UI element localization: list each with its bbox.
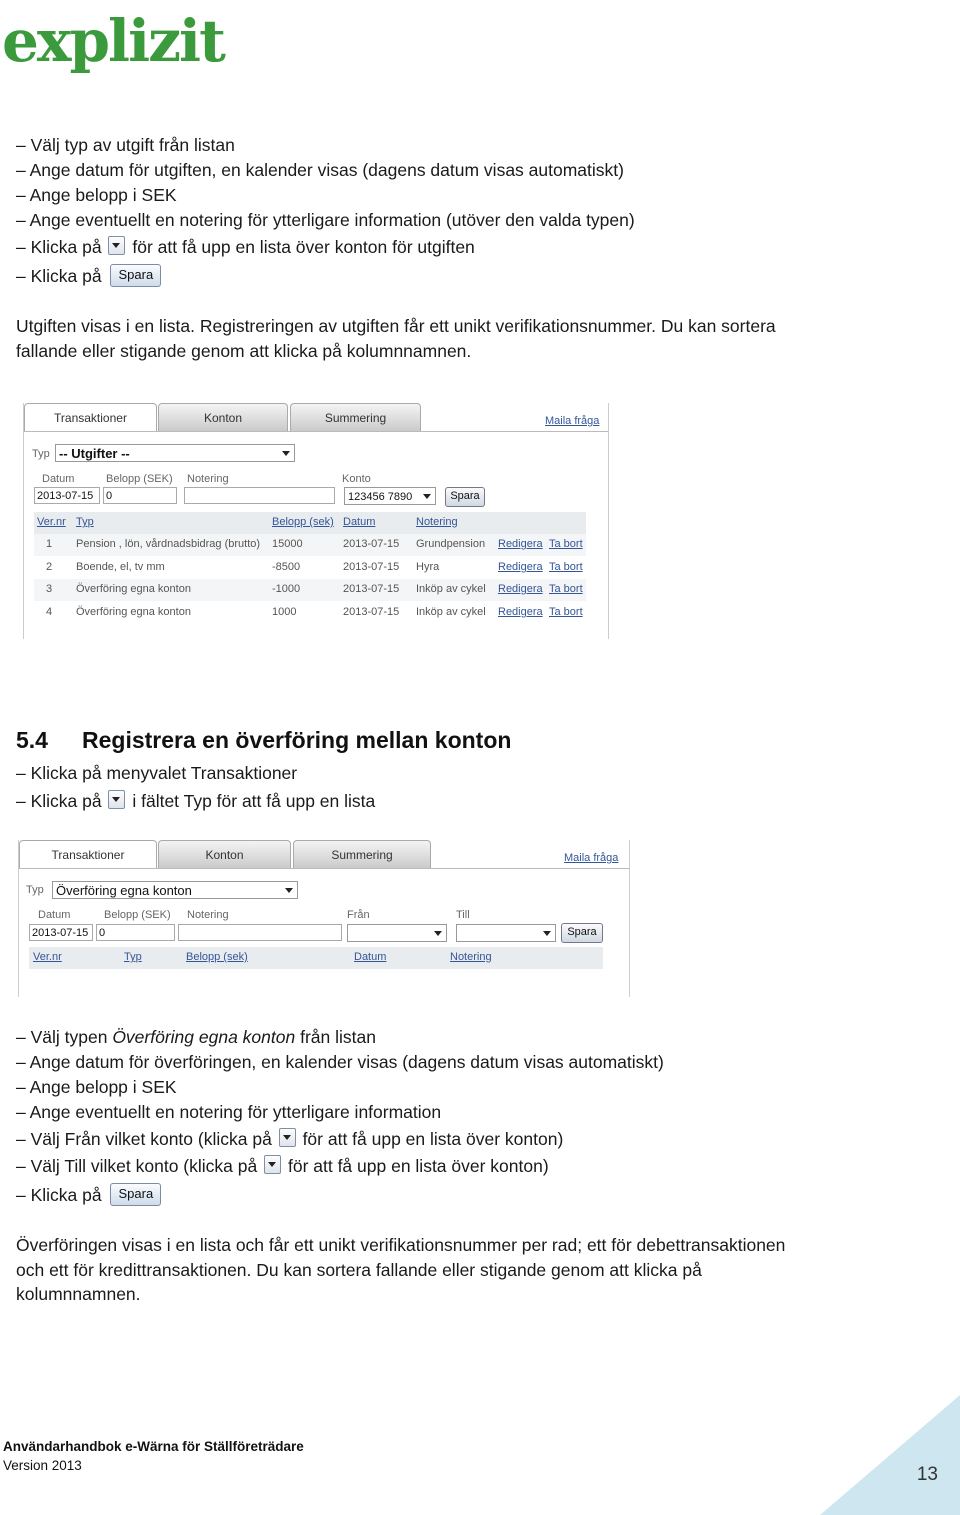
- typ-select: [52, 881, 298, 899]
- cell-notering: Grundpension: [416, 538, 486, 550]
- tab-transaktioner: Transaktioner: [19, 840, 157, 869]
- redigera-link: Redigera: [498, 583, 543, 595]
- step-line: – Ange datum för överföringen, en kalender visas (dagens datum visas automatiskt): [16, 1052, 664, 1072]
- belopp-label: Belopp (SEK): [104, 909, 171, 921]
- step-line: – Klicka på menyvalet Transaktioner: [16, 763, 298, 783]
- step-line: – Ange belopp i SEK: [16, 1077, 177, 1097]
- fran-select: [347, 924, 447, 942]
- paragraph: Utgiften visas i en lista. Registreringen av utgiften får ett unikt verifikationsnummer. Du kan sortera fallande eller stigande genom att klicka på kolumnnamnen.: [16, 316, 776, 361]
- table-row: [34, 579, 586, 601]
- step-text: – Klicka på: [16, 1185, 102, 1205]
- col-belopp: Belopp (sek): [186, 951, 248, 963]
- step-line: [16, 264, 161, 287]
- dropdown-arrow-icon: [264, 1155, 281, 1174]
- fran-label: Från: [347, 909, 370, 921]
- footer-title: Användarhandbok e-Wärna för Ställföreträdare: [3, 1439, 304, 1454]
- cell-typ: Överföring egna konton: [76, 606, 191, 618]
- redigera-link: Redigera: [498, 538, 543, 550]
- transfer-screenshot: [18, 840, 630, 997]
- step-line: – Ange eventuellt en notering för ytterligare information: [16, 1102, 442, 1122]
- belopp-field: 0: [103, 487, 177, 504]
- cell-datum: 2013-07-15: [343, 583, 400, 595]
- table-header: [34, 512, 586, 534]
- till-label: Till: [456, 909, 470, 921]
- chevron-down-icon: [285, 888, 293, 893]
- step-text: – Välj Till vilket konto (klicka på: [16, 1156, 258, 1176]
- table-row: [34, 534, 586, 556]
- col-datum: Datum: [354, 951, 387, 963]
- spara-button-image: Spara: [110, 264, 161, 287]
- tab-konton: Konton: [158, 840, 291, 869]
- tab-divider: [24, 431, 608, 432]
- chevron-down-icon: [543, 931, 551, 936]
- konto-value: 123456 7890: [348, 491, 413, 503]
- paragraph: Överföringen visas i en lista och får ett unikt verifikationsnummer per rad; ett för debettransaktionen och ett för kredittransaktionen. Du kan sortera fallande eller stigande genom att klicka på kolumnnamnen.: [16, 1235, 786, 1304]
- cell-vernr: 3: [46, 583, 53, 595]
- typ-value: Överföring egna konton: [56, 883, 192, 898]
- step-text: – Klicka på: [16, 791, 102, 811]
- notering-field: [184, 487, 335, 504]
- col-vernr: Ver.nr: [33, 951, 62, 963]
- cell-vernr: 1: [46, 538, 53, 550]
- step-text: – Välj typen: [16, 1027, 113, 1047]
- col-notering: Notering: [416, 516, 458, 528]
- tab-summering: Summering: [290, 403, 421, 432]
- page-number: 13: [916, 1464, 938, 1485]
- step-line: [16, 1155, 549, 1177]
- tab-summering: Summering: [293, 840, 431, 869]
- typ-value: -- Utgifter --: [59, 446, 130, 461]
- col-notering: Notering: [450, 951, 492, 963]
- cell-datum: 2013-07-15: [343, 538, 400, 550]
- step-line: [16, 1026, 376, 1048]
- expense-screenshot: [23, 403, 609, 639]
- cell-notering: Inköp av cykel: [416, 606, 486, 618]
- ta-bort-link: Ta bort: [549, 538, 583, 550]
- redigera-link: Redigera: [498, 561, 543, 573]
- cell-notering: Hyra: [416, 561, 440, 573]
- dropdown-arrow-icon: [108, 790, 125, 809]
- step-text: – Välj Från vilket konto (klicka på: [16, 1129, 272, 1149]
- ta-bort-link: Ta bort: [549, 606, 583, 618]
- footer-version: Version 2013: [3, 1458, 82, 1473]
- spara-button-image: Spara: [110, 1183, 161, 1206]
- notering-label: Notering: [187, 909, 229, 921]
- step-line: – Välj typ av utgift från listan: [16, 135, 235, 155]
- explizit-logo: explizit: [2, 7, 224, 75]
- cell-belopp: 1000: [272, 606, 297, 618]
- chevron-down-icon: [434, 931, 442, 936]
- col-typ: Typ: [124, 951, 142, 963]
- till-select: [456, 924, 556, 942]
- tab-transaktioner: Transaktioner: [24, 403, 157, 432]
- datum-label: Datum: [42, 473, 75, 485]
- step-line: – Ange datum för utgiften, en kalender visas (dagens datum visas automatiskt): [16, 160, 624, 180]
- tab-konton: Konton: [158, 403, 288, 432]
- cell-vernr: 4: [46, 606, 53, 618]
- step-text: i fältet Typ för att få upp en lista: [132, 791, 376, 811]
- konto-select: [344, 487, 436, 505]
- step-emphasis: Överföring egna konton: [112, 1027, 296, 1047]
- dropdown-arrow-icon: [108, 236, 125, 255]
- cell-belopp: -1000: [272, 583, 301, 595]
- spara-button: Spara: [445, 487, 485, 507]
- maila-fraga-link: Maila fråga: [545, 415, 600, 427]
- typ-label: Typ: [32, 448, 50, 460]
- step-text: för att få upp en lista över konton): [287, 1156, 549, 1176]
- step-line: [16, 790, 375, 812]
- step-text: – Klicka på: [16, 266, 102, 286]
- belopp-label: Belopp (SEK): [106, 473, 173, 485]
- table-row: [34, 602, 586, 624]
- col-datum: Datum: [343, 516, 376, 528]
- datum-label: Datum: [38, 909, 71, 921]
- typ-select: [55, 444, 295, 462]
- cell-typ: Pension , lön, vårdnadsbidrag (brutto): [76, 538, 261, 550]
- cell-belopp: 15000: [272, 538, 303, 550]
- step-text: – Klicka på: [16, 237, 102, 257]
- cell-typ: Boende, el, tv mm: [76, 561, 165, 573]
- cell-datum: 2013-07-15: [343, 606, 400, 618]
- konto-label: Konto: [342, 473, 371, 485]
- step-text: för att få upp en lista över konton): [302, 1129, 564, 1149]
- notering-label: Notering: [187, 473, 229, 485]
- corner-decoration: [820, 1395, 960, 1515]
- belopp-field: 0: [96, 924, 175, 941]
- typ-label: Typ: [26, 884, 44, 896]
- chevron-down-icon: [423, 494, 431, 499]
- dropdown-arrow-icon: [279, 1128, 296, 1147]
- step-text: från listan: [295, 1027, 376, 1047]
- maila-fraga-link: Maila fråga: [564, 852, 619, 864]
- ta-bort-link: Ta bort: [549, 583, 583, 595]
- cell-notering: Inköp av cykel: [416, 583, 486, 595]
- section-title: Registrera en överföring mellan konton: [82, 727, 512, 753]
- step-line: [16, 1128, 563, 1150]
- step-line: [16, 236, 475, 258]
- chevron-down-icon: [282, 451, 290, 456]
- redigera-link: Redigera: [498, 606, 543, 618]
- section-number: 5.4: [16, 727, 48, 753]
- col-belopp: Belopp (sek): [272, 516, 334, 528]
- step-line: [16, 1183, 161, 1206]
- cell-datum: 2013-07-15: [343, 561, 400, 573]
- tab-divider: [19, 868, 629, 869]
- step-line: – Ange eventuellt en notering för ytterligare information (utöver den valda typen): [16, 210, 635, 230]
- col-typ: Typ: [76, 516, 94, 528]
- section-heading: [16, 727, 511, 754]
- datum-field: 2013-07-15: [29, 924, 93, 941]
- spara-button: Spara: [561, 923, 603, 943]
- cell-vernr: 2: [46, 561, 53, 573]
- notering-field: [178, 924, 342, 941]
- step-text: för att få upp en lista över konton för utgiften: [132, 237, 475, 257]
- ta-bort-link: Ta bort: [549, 561, 583, 573]
- cell-typ: Överföring egna konton: [76, 583, 191, 595]
- table-header: [29, 947, 603, 969]
- cell-belopp: -8500: [272, 561, 301, 573]
- table-row: [34, 557, 586, 579]
- step-line: – Ange belopp i SEK: [16, 185, 177, 205]
- datum-field: 2013-07-15: [34, 487, 100, 504]
- col-vernr: Ver.nr: [37, 516, 66, 528]
